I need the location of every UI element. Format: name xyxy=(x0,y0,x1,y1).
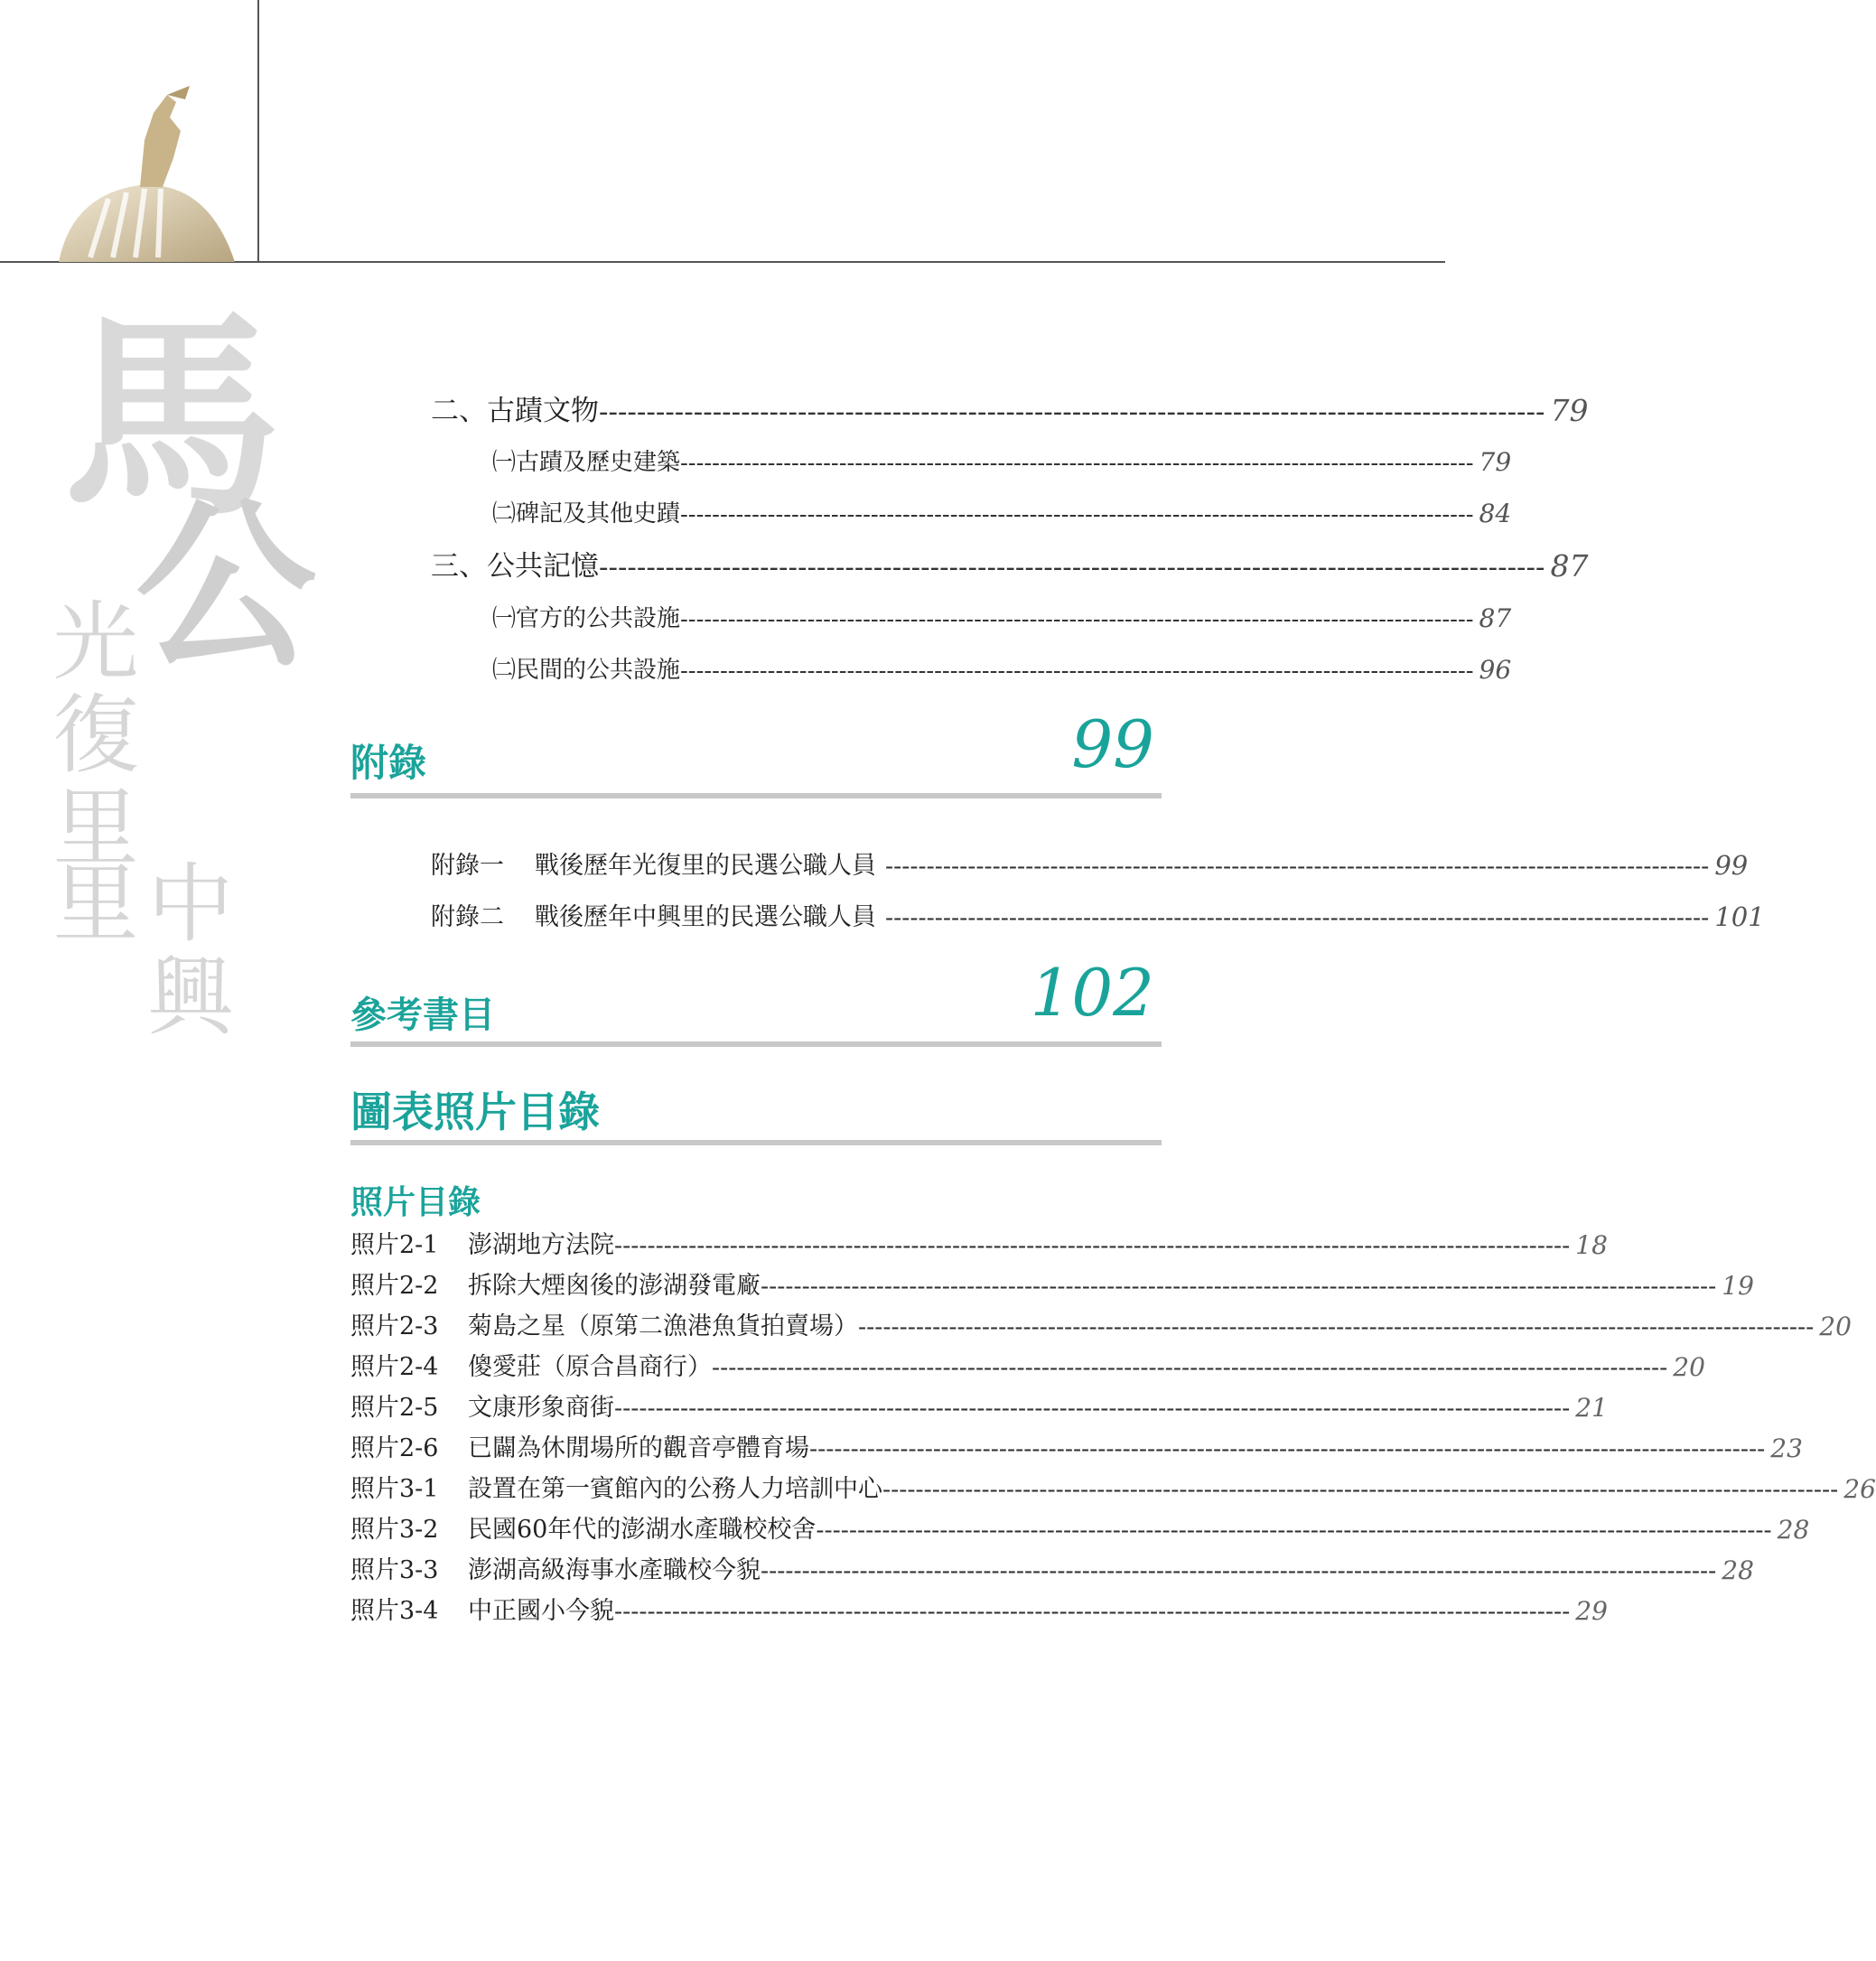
section-header-appendix[interactable] xyxy=(350,706,1162,798)
header-vertical-rule xyxy=(257,0,259,262)
toc-entry[interactable] xyxy=(492,443,1512,477)
section-header-figures xyxy=(350,1075,1162,1145)
photo-title: 設置在第一賓館內的公務人力培訓中心 xyxy=(468,1475,882,1503)
vertical-title-watermark xyxy=(27,271,317,1084)
toc-entry-label: ㈡碑記及其他史蹟 xyxy=(492,500,681,528)
appendix-code: 附錄一 xyxy=(431,852,504,880)
photo-page: 28 xyxy=(1722,1555,1754,1585)
appendix-page: 101 xyxy=(1714,901,1765,932)
photo-page: 23 xyxy=(1770,1433,1803,1463)
leader-dots: ---------------------------------------------------------------------------------------------------- xyxy=(680,658,1474,685)
section-title: 附錄 xyxy=(350,741,427,785)
appendix-title: 戰後歷年光復里的民選公職人員 xyxy=(535,852,876,880)
watermark-guangfu: 光復里 xyxy=(39,596,138,875)
photo-title: 菊島之星（原第二漁港魚貨拍賣場） xyxy=(468,1312,858,1340)
leader-dots: ---------------------------------------------------------------------------------------------------- xyxy=(680,606,1474,633)
photo-entry[interactable] xyxy=(350,1427,1803,1463)
section-page: 102 xyxy=(1030,955,1154,1031)
toc-entry[interactable] xyxy=(431,544,1589,584)
photo-title: 中正國小今貌 xyxy=(468,1597,614,1625)
appendix-code: 附錄二 xyxy=(431,903,504,931)
toc-entry-label: 二、古蹟文物 xyxy=(431,395,599,427)
leader-dots: -------------------------------------------------------------------------------------------------------------------- xyxy=(816,1517,1772,1545)
photo-code: 照片2-3 xyxy=(350,1312,439,1340)
leader-dots: -------------------------------------------------------------------------------------------------------------------- xyxy=(761,1557,1717,1585)
section-title: 圖表照片目錄 xyxy=(350,1088,600,1136)
leader-dots: ---------------------------------------------------------------------------------------------------- xyxy=(680,450,1474,477)
photo-entry[interactable] xyxy=(350,1549,1754,1585)
photo-code: 照片3-3 xyxy=(350,1556,439,1584)
photo-page: 19 xyxy=(1722,1271,1754,1301)
photo-entry[interactable] xyxy=(350,1508,1810,1545)
photo-code: 照片2-5 xyxy=(350,1394,439,1422)
photo-entry[interactable] xyxy=(350,1468,1876,1504)
toc-entry-page: 84 xyxy=(1479,499,1512,528)
photo-page: 20 xyxy=(1819,1312,1852,1341)
photo-page: 26 xyxy=(1843,1474,1876,1504)
photo-page: 28 xyxy=(1777,1515,1810,1545)
leader-dots: ---------------------------------------------------------------------------------------------------- xyxy=(885,904,1710,932)
leader-dots: -------------------------------------------------------------------------------------------------------------------- xyxy=(712,1354,1668,1382)
photo-page: 29 xyxy=(1575,1596,1608,1626)
toc-entry-page: 87 xyxy=(1479,603,1512,633)
photo-code: 照片3-1 xyxy=(350,1475,439,1503)
photo-page: 20 xyxy=(1673,1352,1705,1382)
section-header-references[interactable] xyxy=(350,955,1162,1047)
toc-entry-page: 79 xyxy=(1479,447,1512,477)
photo-page: 18 xyxy=(1575,1230,1608,1260)
watermark-ma: 馬 xyxy=(63,290,281,545)
photo-code: 照片3-4 xyxy=(350,1597,439,1625)
leader-dots: -------------------------------------------------------------------------------------------------------------------- xyxy=(761,1273,1717,1301)
appendix-page: 99 xyxy=(1714,850,1749,881)
photo-code: 照片2-6 xyxy=(350,1434,439,1462)
leader-dots: -------------------------------------------------------------------------------------------------------------------- xyxy=(614,1598,1571,1626)
appendix-entry[interactable] xyxy=(431,845,1749,881)
photo-code: 照片2-1 xyxy=(350,1231,439,1259)
toc-entry-page: 96 xyxy=(1479,655,1512,685)
leader-dots: -------------------------------------------------------------------------------------------------------------------- xyxy=(882,1476,1839,1504)
section-title: 參考書目 xyxy=(350,995,495,1036)
toc-entry[interactable] xyxy=(492,494,1512,528)
toc-entry-page: 79 xyxy=(1550,393,1589,428)
photo-title: 澎湖高級海事水產職校今貌 xyxy=(468,1556,761,1584)
section-page: 99 xyxy=(1071,706,1154,782)
appendix-title: 戰後歷年中興里的民選公職人員 xyxy=(535,903,876,931)
toc-entry[interactable] xyxy=(492,599,1512,633)
toc-entry[interactable] xyxy=(431,388,1589,428)
appendix-entry[interactable] xyxy=(431,896,1765,932)
photo-code: 照片3-2 xyxy=(350,1516,439,1544)
leader-dots: -------------------------------------------------------------------------------------------------------------------- xyxy=(858,1313,1815,1341)
photo-title: 傻愛莊（原合昌商行） xyxy=(468,1353,712,1381)
photo-title: 拆除大煙囪後的澎湖發電廠 xyxy=(468,1272,761,1300)
photo-page: 21 xyxy=(1575,1393,1608,1423)
photos-subheader: 照片目錄 xyxy=(350,1184,481,1221)
photo-title: 澎湖地方法院 xyxy=(468,1231,614,1259)
horse-sculpture-logo xyxy=(54,86,248,262)
photo-code: 照片2-2 xyxy=(350,1272,439,1300)
watermark-gong: 公 xyxy=(135,481,317,693)
leader-dots: ---------------------------------------------------------------------------------------------------- xyxy=(885,853,1710,881)
photo-entry[interactable] xyxy=(350,1387,1608,1423)
photo-entry[interactable] xyxy=(350,1265,1754,1301)
toc-entry-label: ㈡民間的公共設施 xyxy=(492,657,681,684)
photo-entry[interactable] xyxy=(350,1346,1705,1382)
photo-title: 已闢為休閒場所的觀音亭體育場 xyxy=(468,1434,809,1462)
leader-dots: -------------------------------------------------------------------------------------------------------------------- xyxy=(614,1232,1571,1260)
toc-entry-label: ㈠古蹟及歷史建築 xyxy=(492,449,681,476)
photo-entry[interactable] xyxy=(350,1224,1608,1260)
leader-dots: ---------------------------------------------------------------------------------------------------- xyxy=(599,551,1545,584)
leader-dots: ---------------------------------------------------------------------------------------------------- xyxy=(599,396,1545,428)
leader-dots: -------------------------------------------------------------------------------------------------------------------- xyxy=(809,1435,1766,1463)
toc-entry-page: 87 xyxy=(1550,548,1589,584)
toc-entry[interactable] xyxy=(492,650,1512,685)
toc-entry-label: ㈠官方的公共設施 xyxy=(492,605,681,632)
watermark-zhongxing: 中興里 xyxy=(39,858,233,1044)
photo-entry[interactable] xyxy=(350,1590,1608,1626)
photo-code: 照片2-4 xyxy=(350,1353,439,1381)
leader-dots: -------------------------------------------------------------------------------------------------------------------- xyxy=(614,1395,1571,1423)
photo-entry[interactable] xyxy=(350,1305,1852,1341)
photo-title: 文康形象商街 xyxy=(468,1394,614,1422)
toc-entry-label: 三、公共記憶 xyxy=(431,550,599,583)
leader-dots: ---------------------------------------------------------------------------------------------------- xyxy=(680,501,1474,528)
photo-title: 民國60年代的澎湖水產職校校舍 xyxy=(468,1516,817,1544)
